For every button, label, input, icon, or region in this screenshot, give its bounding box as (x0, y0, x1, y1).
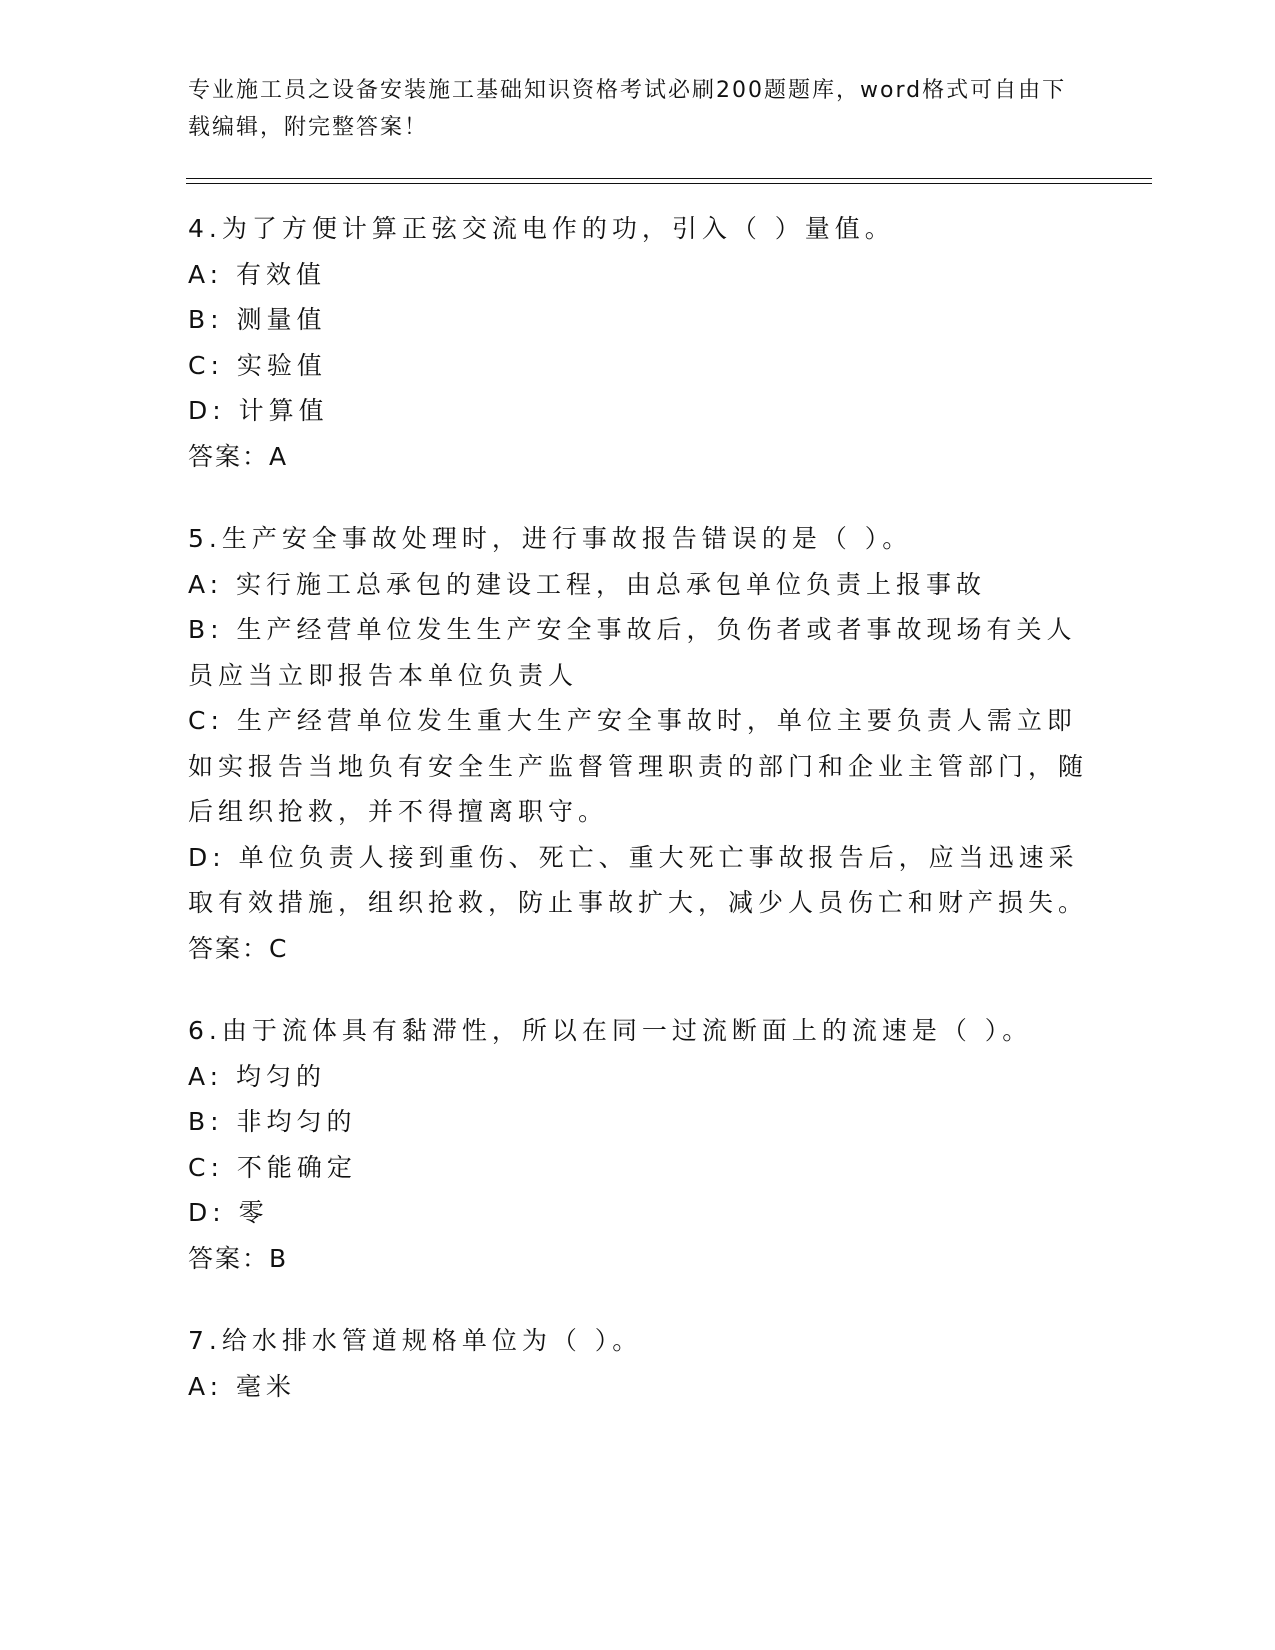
question-list (188, 206, 1088, 1446)
question-7 (188, 1318, 1088, 1409)
option-b: B: 生产经营单位发生生产安全事故后，负伤者或者事故现场有关人员应当立即报告本单位负责人 (188, 615, 1077, 690)
option-a: A: 有效值 (188, 259, 327, 289)
question-6 (188, 1008, 1088, 1281)
answer: 答案：C (188, 933, 289, 963)
option-c: C: 实验值 (188, 350, 327, 380)
question-stem: 4.为了方便计算正弦交流电作的功，引入（ ）量值。 (188, 214, 895, 243)
option-b: B: 测量值 (188, 305, 327, 334)
option-a: A: 毫米 (188, 1371, 297, 1401)
option-c: C: 生产经营单位发生重大生产安全事故时，单位主要负责人需立即如实报告当地负有安全生产监督管理职责的部门和企业主管部门，随后组织抢救，并不得擅离职守。 (188, 706, 1089, 826)
answer: 答案：A (188, 441, 289, 471)
question-stem: 7.给水排水管道规格单位为（ ）。 (188, 1326, 643, 1355)
option-c: C: 不能确定 (188, 1152, 357, 1182)
option-a: A: 均匀的 (188, 1061, 327, 1091)
header-divider-bottom (186, 183, 1152, 184)
option-a: A: 实行施工总承包的建设工程，由总承包单位负责上报事故 (188, 569, 987, 599)
question-4 (188, 206, 1088, 479)
answer: 答案：B (188, 1243, 289, 1273)
option-d: D: 计算值 (188, 396, 329, 425)
question-stem: 6.由于流体具有黏滞性，所以在同一过流断面上的流速是（ ）。 (188, 1016, 1033, 1045)
document-header: 专业施工员之设备安装施工基础知识资格考试必刷200题题库，word格式可自由下载编辑，附完整答案！ (188, 78, 1067, 140)
option-d: D: 单位负责人接到重伤、死亡、重大死亡事故报告后，应当迅速采取有效措施，组织抢救，防止事故扩大，减少人员伤亡和财产损失。 (188, 842, 1089, 917)
header-divider-top (186, 178, 1152, 179)
option-b: B: 非均匀的 (188, 1107, 357, 1136)
option-d: D: 零 (188, 1198, 269, 1227)
question-stem: 5.生产安全事故处理时，进行事故报告错误的是（ ）。 (188, 524, 913, 553)
question-5 (188, 516, 1088, 971)
